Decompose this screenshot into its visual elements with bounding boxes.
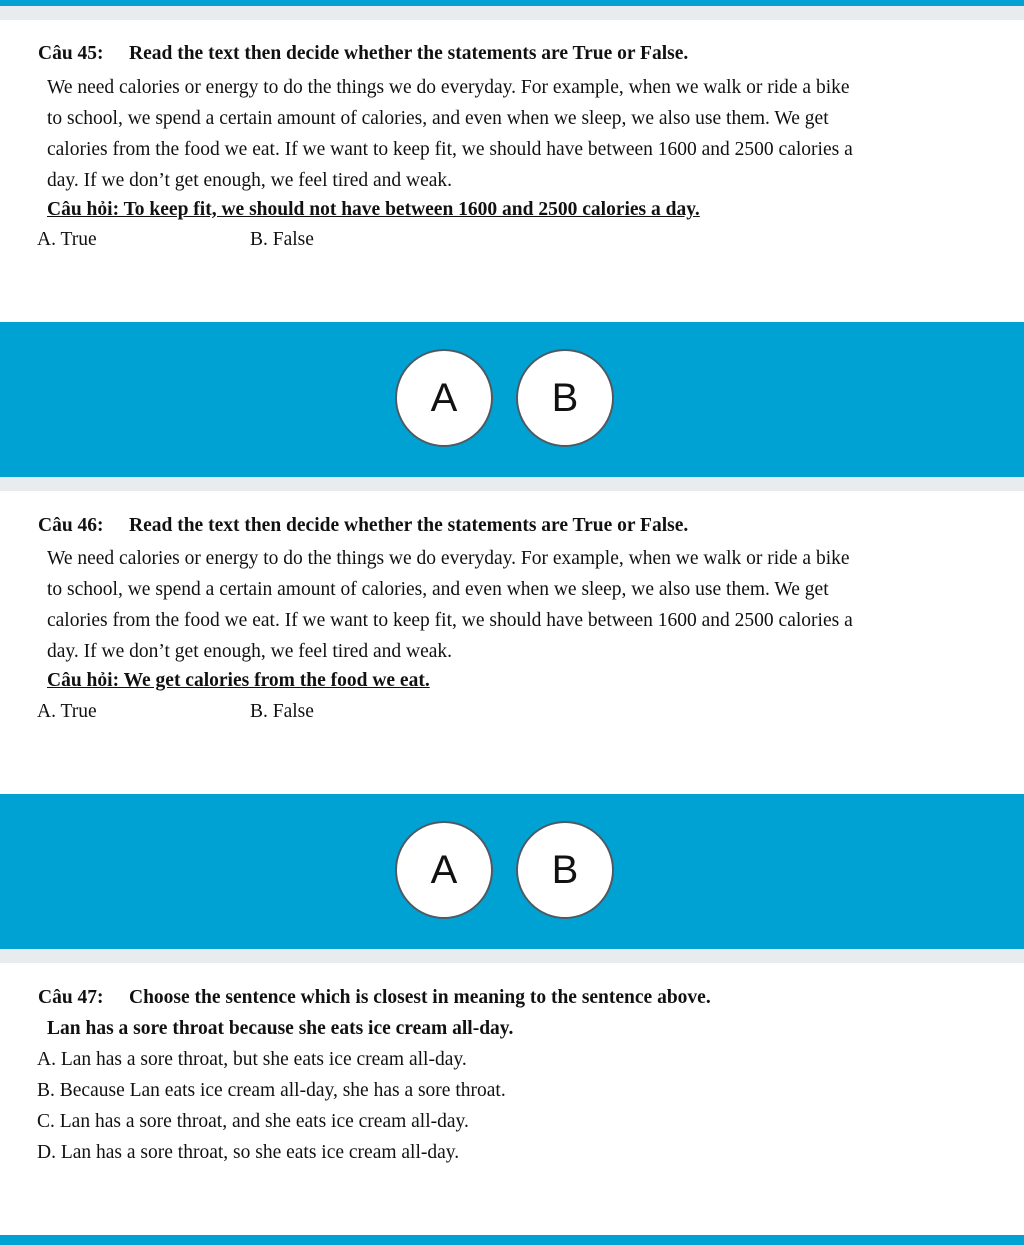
passage-line: We need calories or energy to do the things we do everyday. For example, when we walk or ride a bike — [47, 548, 850, 569]
question-card-47 — [0, 963, 1024, 1235]
separator — [0, 949, 1024, 963]
choice-a[interactable]: A. Lan has a sore throat, but she eats ice cream all-day. — [37, 1049, 467, 1070]
question-card-45 — [0, 20, 1024, 322]
passage-line: calories from the food we eat. If we want to keep fit, we should have between 1600 and 2500 calories a — [47, 139, 853, 160]
reading-passage — [47, 543, 987, 667]
choice-b[interactable]: B. Because Lan eats ice cream all-day, she has a sore throat. — [37, 1080, 506, 1101]
question-statement: Câu hỏi: To keep fit, we should not have between 1600 and 2500 calories a day. — [47, 199, 700, 220]
question-title — [38, 43, 688, 65]
answer-bar-45 — [0, 322, 1024, 477]
passage-line: to school, we spend a certain amount of calories, and even when we sleep, we also use them. We get — [47, 579, 829, 600]
answer-b-button[interactable]: B — [516, 821, 614, 919]
question-instruction: Choose the sentence which is closest in meaning to the sentence above. — [129, 987, 711, 1008]
bottom-accent-bar — [0, 1235, 1024, 1245]
question-instruction: Read the text then decide whether the statements are True or False. — [129, 515, 689, 536]
passage-line: We need calories or energy to do the things we do everyday. For example, when we walk or ride a bike — [47, 77, 850, 98]
question-instruction: Read the text then decide whether the statements are True or False. — [129, 43, 689, 64]
passage-line: day. If we don’t get enough, we feel tired and weak. — [47, 641, 453, 662]
question-number: Câu 47: — [38, 987, 104, 1008]
separator — [0, 6, 1024, 20]
answer-bar-46 — [0, 794, 1024, 949]
question-number: Câu 45: — [38, 43, 104, 64]
original-sentence: Lan has a sore throat because she eats ice cream all-day. — [47, 1018, 514, 1039]
answer-a-button[interactable]: A — [395, 349, 493, 447]
answer-a-button[interactable]: A — [395, 821, 493, 919]
option-a-text: A. True — [37, 229, 97, 250]
choice-d[interactable]: D. Lan has a sore throat, so she eats ice cream all-day. — [37, 1142, 460, 1163]
reading-passage — [47, 72, 987, 196]
separator — [0, 477, 1024, 491]
question-title — [38, 515, 688, 537]
question-card-46 — [0, 491, 1024, 794]
question-number: Câu 46: — [38, 515, 104, 536]
question-title — [38, 987, 711, 1009]
option-b-text: B. False — [250, 701, 314, 722]
option-a-text: A. True — [37, 701, 97, 722]
choice-c[interactable]: C. Lan has a sore throat, and she eats ice cream all-day. — [37, 1111, 469, 1132]
question-statement: Câu hỏi: We get calories from the food we eat. — [47, 670, 430, 691]
answer-b-button[interactable]: B — [516, 349, 614, 447]
passage-line: to school, we spend a certain amount of calories, and even when we sleep, we also use them. We get — [47, 108, 829, 129]
passage-line: calories from the food we eat. If we want to keep fit, we should have between 1600 and 2500 calories a — [47, 610, 853, 631]
passage-line: day. If we don’t get enough, we feel tired and weak. — [47, 170, 453, 191]
option-b-text: B. False — [250, 229, 314, 250]
